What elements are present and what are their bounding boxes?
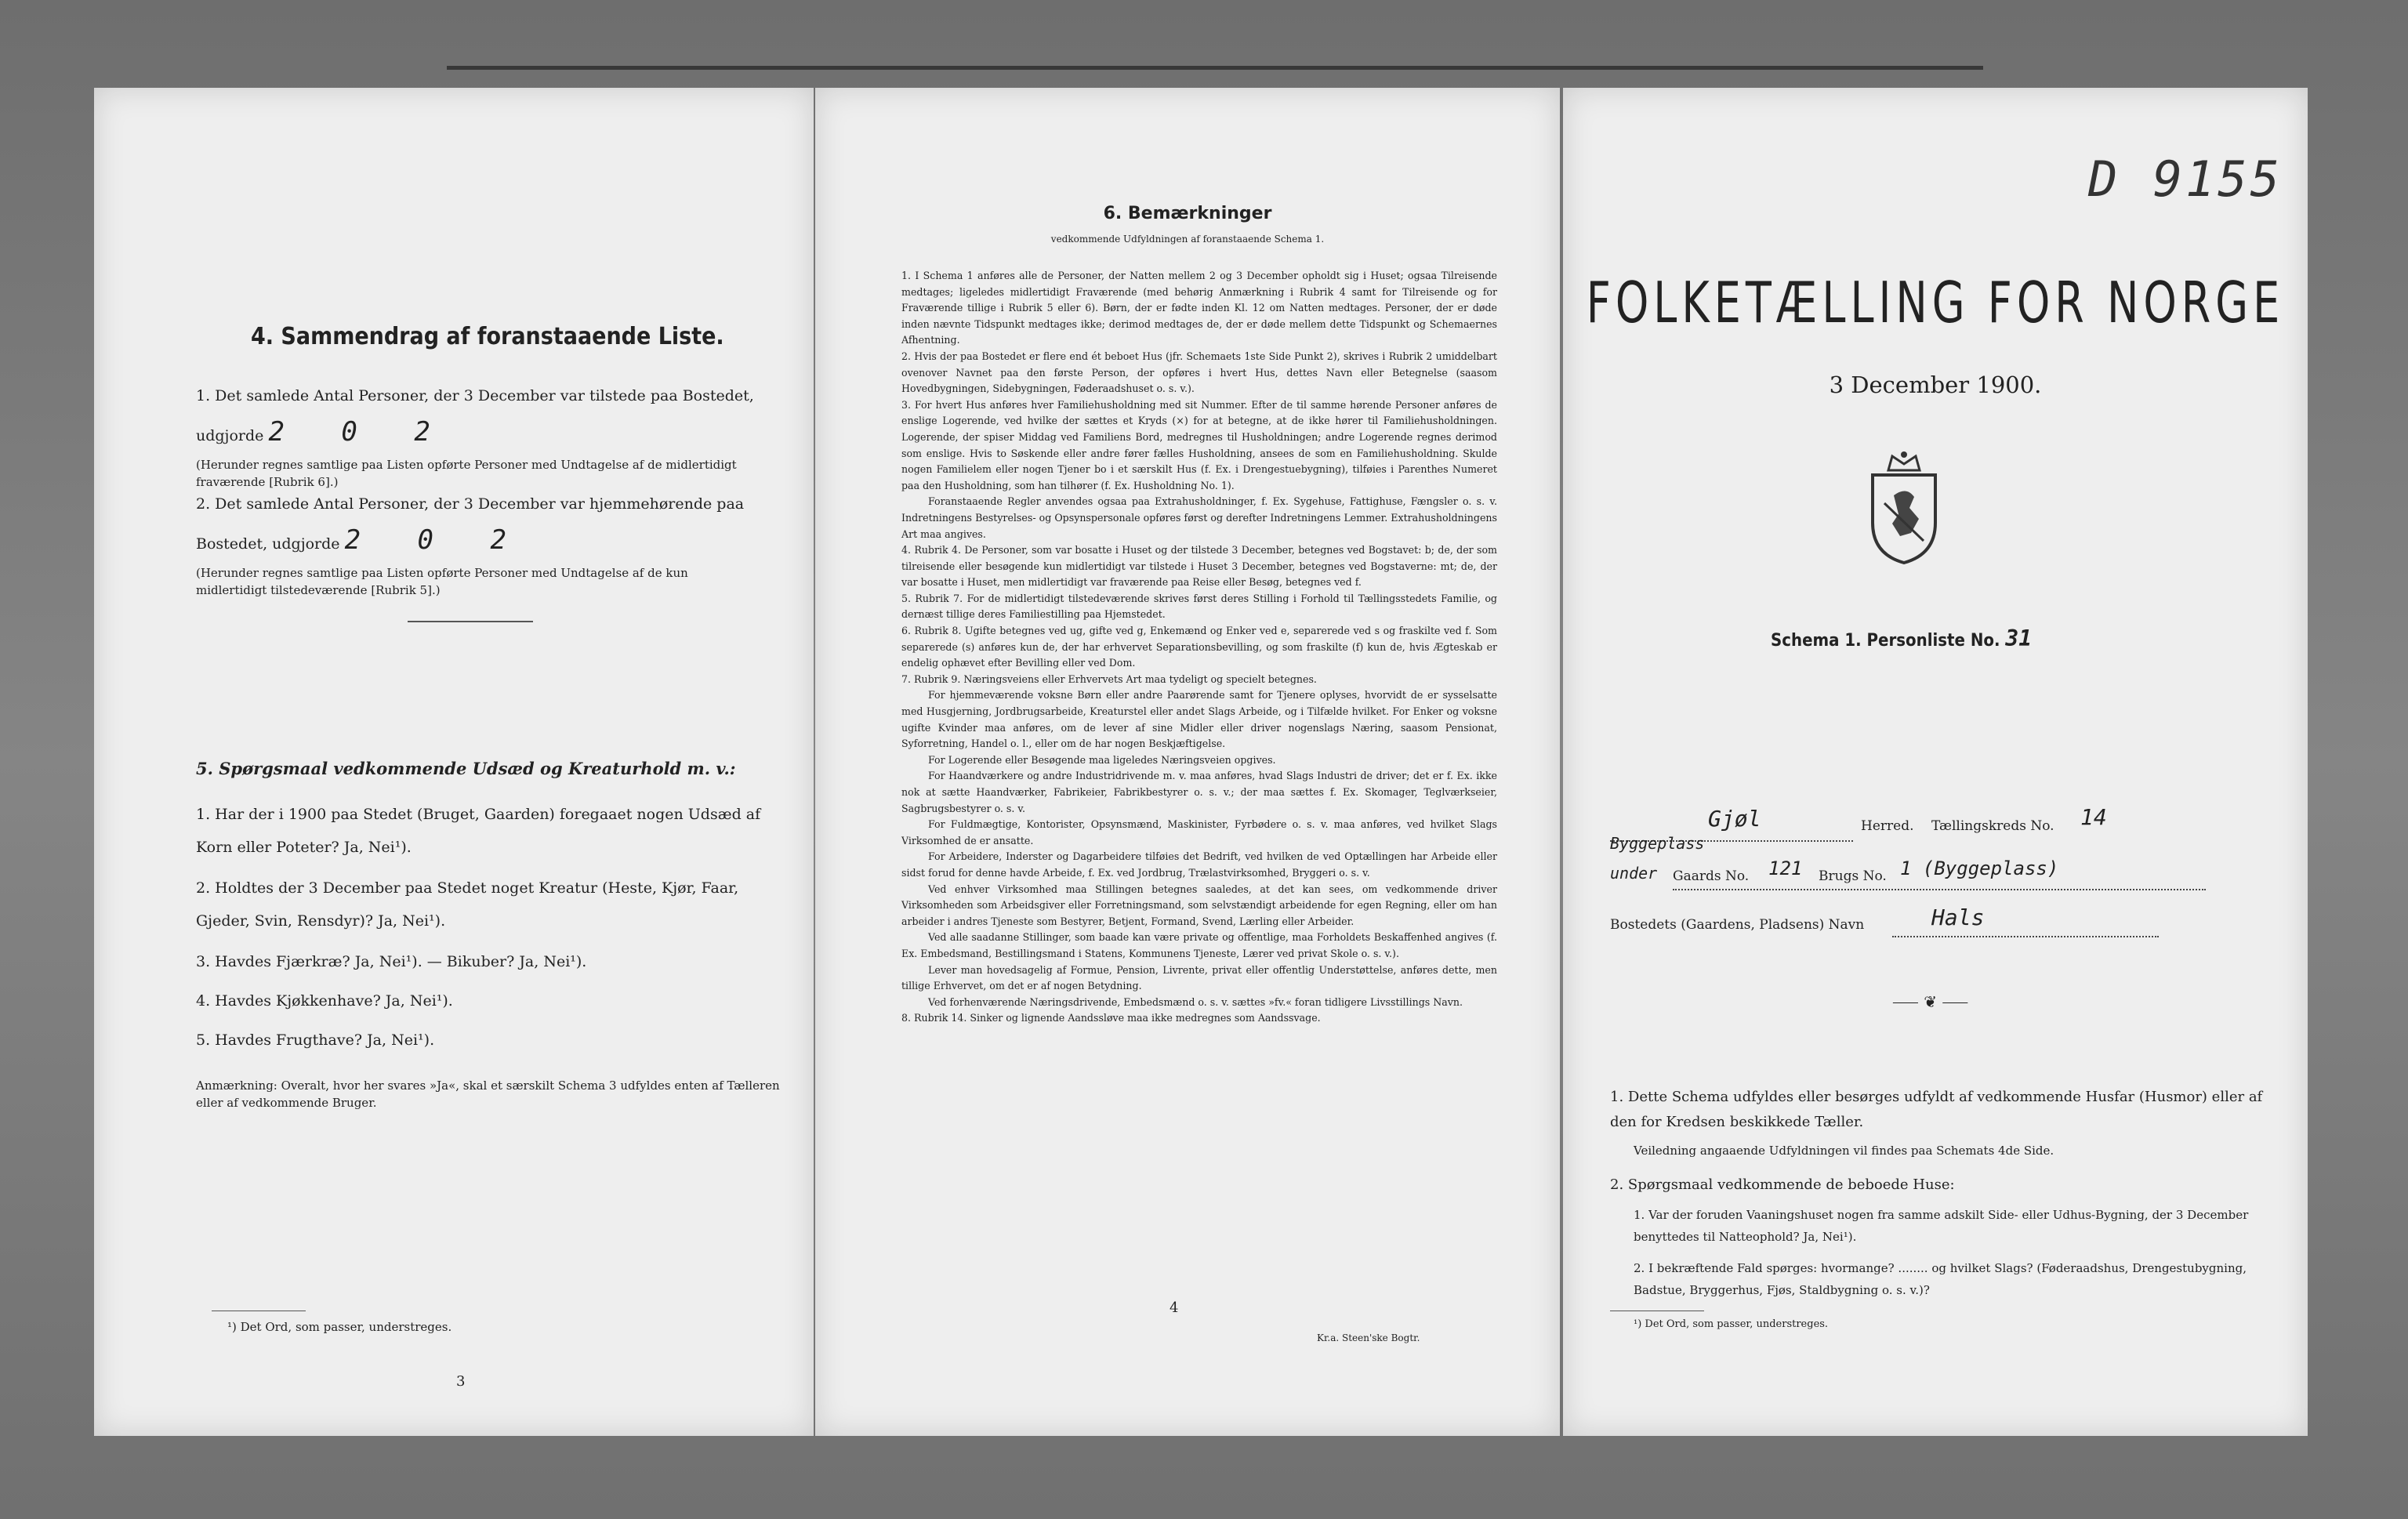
question-1: 1. Har der i 1900 paa Stedet (Bruget, Gaarden) foregaaet nogen Udsæd af xyxy=(196,806,761,823)
remark-paragraph: Ved alle saadanne Stillinger, som baade kan være private og offentlige, maa Forholdets Beskaffenhed angives (f. Ex. Embedsmand, Bestillingsmand i Statens, Kommunens Tjeneste, Lærer ved privat Skole o. s. v.). xyxy=(901,931,1497,959)
annotation-note: Anmærkning: Overalt, hvor her svares »Ja«, skal et særskilt Schema 3 udfyldes enten af Tælleren eller af vedkommende Bruger. xyxy=(196,1079,780,1110)
remarks-body xyxy=(901,268,1497,1027)
footnote: ¹) Det Ord, som passer, understreges. xyxy=(1634,1318,1829,1330)
instruction-2-2: 2. I bekræftende Fald spørges: hvormange? ........ og hvilket Slags? (Føderaadshus, Drengestubygning, Badstue, Bryggerhus, Fjøs, Staldbygning o. s. v.)? xyxy=(1634,1261,2247,1297)
item2-tail: Bostedet, udgjorde xyxy=(196,535,340,553)
schema-label: Schema 1. Personliste No. xyxy=(1771,631,2000,651)
remarks-title: 6. Bemærkninger xyxy=(1103,204,1272,223)
gaards-label: Gaards No. xyxy=(1673,868,1750,884)
remark-paragraph: For Logerende eller Besøgende maa ligeledes Næringsveien opgives. xyxy=(928,753,1276,766)
question-1b: Korn eller Poteter? Ja, Nei¹). xyxy=(196,839,412,856)
page-number: 3 xyxy=(456,1373,466,1390)
middle-page xyxy=(815,88,1560,1436)
remark-paragraph: Foranstaaende Regler anvendes ogsaa paa Extrahusholdninger, f. Ex. Sygehuse, Fattighuse, Fængsler o. s. v. Indretningens Bestyrelses- og Opsynspersonale opføres først og derefter Indretningens Lemmer. Extrahusholdningens Art maa angives. xyxy=(901,495,1497,540)
item1-line2 xyxy=(196,414,760,454)
question-4: 4. Havdes Kjøkkenhave? Ja, Nei¹). xyxy=(196,992,453,1010)
instruction-2: 2. Spørgsmaal vedkommende de beboede Huse: xyxy=(1610,1176,1955,1193)
census-title: FOLKETÆLLING FOR NORGE xyxy=(1586,270,2285,336)
bosted-label: Bostedets (Gaardens, Pladsens) Navn xyxy=(1610,917,1865,933)
remark-paragraph: For Haandværkere og andre Industridrivende m. v. maa anføres, hvad Slags Industri de driver; det er f. Ex. ikke nok at sætte Haandværker, Fabrikeier, Fabrikbestyrer o. s. v.; der maa sættes f. Ex. Skomager, Teglværkseier, Sagbrugsbestyrer o. s. v. xyxy=(901,770,1497,814)
gaards-value: 121 xyxy=(1768,857,1803,879)
item1-note: (Herunder regnes samtlige paa Listen opførte Personer med Undtagelse af de midlertidigt fraværende [Rubrik 6].) xyxy=(196,458,737,489)
divider xyxy=(408,621,533,622)
remark-paragraph: 8. Rubrik 14. Sinker og lignende Aandssløve maa ikke medregnes som Aandssvage. xyxy=(901,1012,1321,1024)
brugs-label: Brugs No. xyxy=(1819,868,1887,884)
row3-prefix: under xyxy=(1610,864,1658,883)
item1-text: 1. Det samlede Antal Personer, der 3 December var tilstede paa Bostedet, xyxy=(196,387,754,404)
question-2: 2. Holdtes der 3 December paa Stedet noget Kreatur (Heste, Kjør, Faar, xyxy=(196,879,739,897)
remark-paragraph: 7. Rubrik 9. Næringsveiens eller Erhvervets Art maa tydeligt og specielt betegnes. xyxy=(901,672,1317,685)
item2-value: 2 0 2 xyxy=(344,524,527,556)
instruction-2-1: 1. Var der foruden Vaaningshuset nogen fra samme adskilt Side- eller Udhus-Bygning, der 3 December benyttedes til Natteophold? Ja, Nei¹). xyxy=(1634,1208,2249,1244)
footnote: ¹) Det Ord, som passer, understreges. xyxy=(227,1320,452,1334)
item2-note: (Herunder regnes samtlige paa Listen opførte Personer med Undtagelse af de kun midlertidigt tilstedeværende [Rubrik 5].) xyxy=(196,566,688,597)
instruction-1-note: Veiledning angaaende Udfyldningen vil findes paa Schemats 4de Side. xyxy=(1634,1144,2054,1158)
remark-paragraph: For Arbeidere, Inderster og Dagarbeidere tilføies det Bedrift, ved hvilken de ved Optællingen har Arbeide eller sidst forud for denne havde Arbeide, f. Ex. ved Jordbrug, Trælastvirksomhed, Bryggeri o. s. v. xyxy=(901,850,1497,879)
bosted-dotline xyxy=(1892,936,2159,937)
instruction-1: 1. Dette Schema udfyldes eller besørges udfyldt af vedkommende Husfar (Husmor) eller af den for Kredsen beskikkede Tæller. xyxy=(1610,1089,2263,1130)
question-5: 5. Havdes Frugthave? Ja, Nei¹). xyxy=(196,1031,435,1049)
right-page xyxy=(1563,88,2308,1436)
bosted-value: Hals xyxy=(1931,905,1985,930)
census-date: 3 December 1900. xyxy=(1829,372,2042,398)
page-number: 4 xyxy=(1170,1300,1179,1316)
remark-paragraph: For hjemmeværende voksne Børn eller andre Paarørende samt for Tjenere oplyses, hvorvidt de er sysselsatte med Husgjerning, Jordbrugsarbeide, Kreaturstel eller andet Slags Arbeide, og i Tilfælde hvilket. For Enker og voksne ugifte Kvinder maa anføres, om de lever af sine Midler eller driver nogenslags Næring, saasom Pensionat, Syforretning, Handel o. l., eller om de har nogen Beskjæftigelse. xyxy=(901,689,1497,750)
top-rule xyxy=(447,66,1983,70)
remark-paragraph: 1. I Schema 1 anføres alle de Personer, der Natten mellem 2 og 3 December opholdt sig i Huset; ogsaa Tilreisende medtages; ligeledes midlertidigt Fraværende (med behørig Anmærkning i Rubrik 4 samt for Tilreisende og for Fraværende tillige i Rubrik 5 eller 6). Børn, der er fødte inden Kl. 12 om Natten medtages. Personer, der er døde inden nævnte Tidspunkt medtages ikke; derimod medtages de, der er døde mellem dette Tidspunkt og Schemaernes Afhentning. xyxy=(901,270,1497,346)
item1-tail: udgjorde xyxy=(196,427,264,444)
remark-paragraph: 6. Rubrik 8. Ugifte betegnes ved ug, gifte ved g, Enkemænd og Enker ved e, separerede ved s og fraskilte ved f. Som separerede (s) anføres kun de, der har erhvervet Separationsbevilling, og som fraskilte (f) kun de, hvis Ægteskab er endelig ophævet efter Bevilling eller ved Dom. xyxy=(901,625,1497,669)
item2-text: 2. Det samlede Antal Personer, der 3 December var hjemmehørende paa xyxy=(196,495,745,513)
remark-paragraph: Ved enhver Virksomhed maa Stillingen betegnes saaledes, at det kan sees, om vedkommende driver Virksomheden som Arbeidsgiver eller Forretningsmand, som selvstændigt arbeidende for egen Regning, eller om han arbeider i andres Tjeneste som Bestyrer, Betjent, Formand, Svend, Lærling eller Arbeider. xyxy=(901,883,1497,927)
remark-paragraph: Lever man hovedsagelig af Formue, Pension, Livrente, privat eller offentlig Understøttelse, anføres dette, men tillige Erhvervet, om det er af nogen Betydning. xyxy=(901,963,1497,992)
kreds-label: Tællingskreds No. xyxy=(1931,818,2054,834)
archive-number: D 9155 xyxy=(2088,150,2283,208)
herred-label: Herred. xyxy=(1861,818,1914,834)
remark-paragraph: Ved forhenværende Næringsdrivende, Embedsmænd o. s. v. sættes »fv.« foran tidligere Livsstillings Navn. xyxy=(928,995,1463,1008)
printer-mark: Kr.a. Steen'ske Bogtr. xyxy=(1317,1332,1420,1343)
question-2b: Gjeder, Svin, Rensdyr)? Ja, Nei¹). xyxy=(196,912,446,930)
question-3: 3. Havdes Fjærkræ? Ja, Nei¹). — Bikuber? Ja, Nei¹). xyxy=(196,953,587,970)
section5-title: 5. Spørgsmaal vedkommende Udsæd og Kreaturhold m. v.: xyxy=(196,759,736,778)
brugs-value: 1 (Byggeplass) xyxy=(1900,857,2059,879)
kreds-value: 14 xyxy=(2080,804,2107,830)
section4-title: 4. Sammendrag af foranstaaende Liste. xyxy=(251,323,724,350)
remark-paragraph: For Fuldmægtige, Kontorister, Opsynsmænd, Maskinister, Fyrbødere o. s. v. maa anføres, ved hvilket Slags Virksomhed de er ansatte. xyxy=(901,818,1497,847)
left-page xyxy=(94,88,814,1436)
remark-paragraph: 4. Rubrik 4. De Personer, som var bosatte i Huset og der tilstede 3 December, betegnes ved Bogstavet: b; de, der som tilreisende eller besøgende kun midlertidigt var tilstede i Huset 3 December, betegnes ved Bogstaverne: mt; de, der var bosatte i Huset, men midlertidigt var fraværende paa Reise eller Besøg, betegnes ved f. xyxy=(901,544,1497,589)
schema-label-line xyxy=(1771,625,2032,651)
item2-line2 xyxy=(196,522,760,562)
gaards-dotline xyxy=(1673,889,2206,890)
schema-value: 31 xyxy=(2005,625,2033,651)
remark-paragraph: 2. Hvis der paa Bostedet er flere end ét beboet Hus (jfr. Schemaets 1ste Side Punkt 2), skrives i Rubrik 2 umiddelbart ovenover Navnet paa den første Person, der opføres i hvert Hus, dettes Navn eller Betegnelse (saasom Hovedbygningen, Sidebygningen, Føderaadshuset o. s. v.). xyxy=(901,350,1497,395)
ornament: ⸺ ❦ ⸺ xyxy=(1892,992,1969,1011)
remark-paragraph: 3. For hvert Hus anføres hver Familiehusholdning med sit Nummer. Efter de til samme hørende Personer anføres de enslige Logerende, ved hvilke der sættes et Kryds (×) for at betegne, at de ikke hører til Familiehusholdningen. Logerende, der spiser Middag ved Familiens Bord, medregnes til Husholdningen; andre Logerende regnes derimod som enslige. Hvis to Søskende eller andre fører fælles Husholdning, ansees de som en Familiehusholdning. Skulde nogen Familielem eller nogen Tjener bo i et særskilt Hus (f. Ex. i Drengestuebygning), tilføies i Parenthes Numeret paa den Husholdning, som han tilhører (f. Ex. Husholdning No. 1). xyxy=(901,398,1497,491)
herred-value: Gjøl xyxy=(1708,806,1761,832)
item1-value: 2 0 2 xyxy=(268,416,451,448)
row2-prefix: Byggeplass xyxy=(1610,834,1705,853)
remark-paragraph: 5. Rubrik 7. For de midlertidigt tilstedeværende skrives først deres Stilling i Forhold til Tællingsstedets Familie, og dernæst tillige deres Familiestilling paa Hjemstedet. xyxy=(901,592,1497,621)
coat-of-arms-icon xyxy=(1861,448,1947,566)
remarks-subtitle: vedkommende Udfyldningen af foranstaaende Schema 1. xyxy=(1050,234,1325,245)
